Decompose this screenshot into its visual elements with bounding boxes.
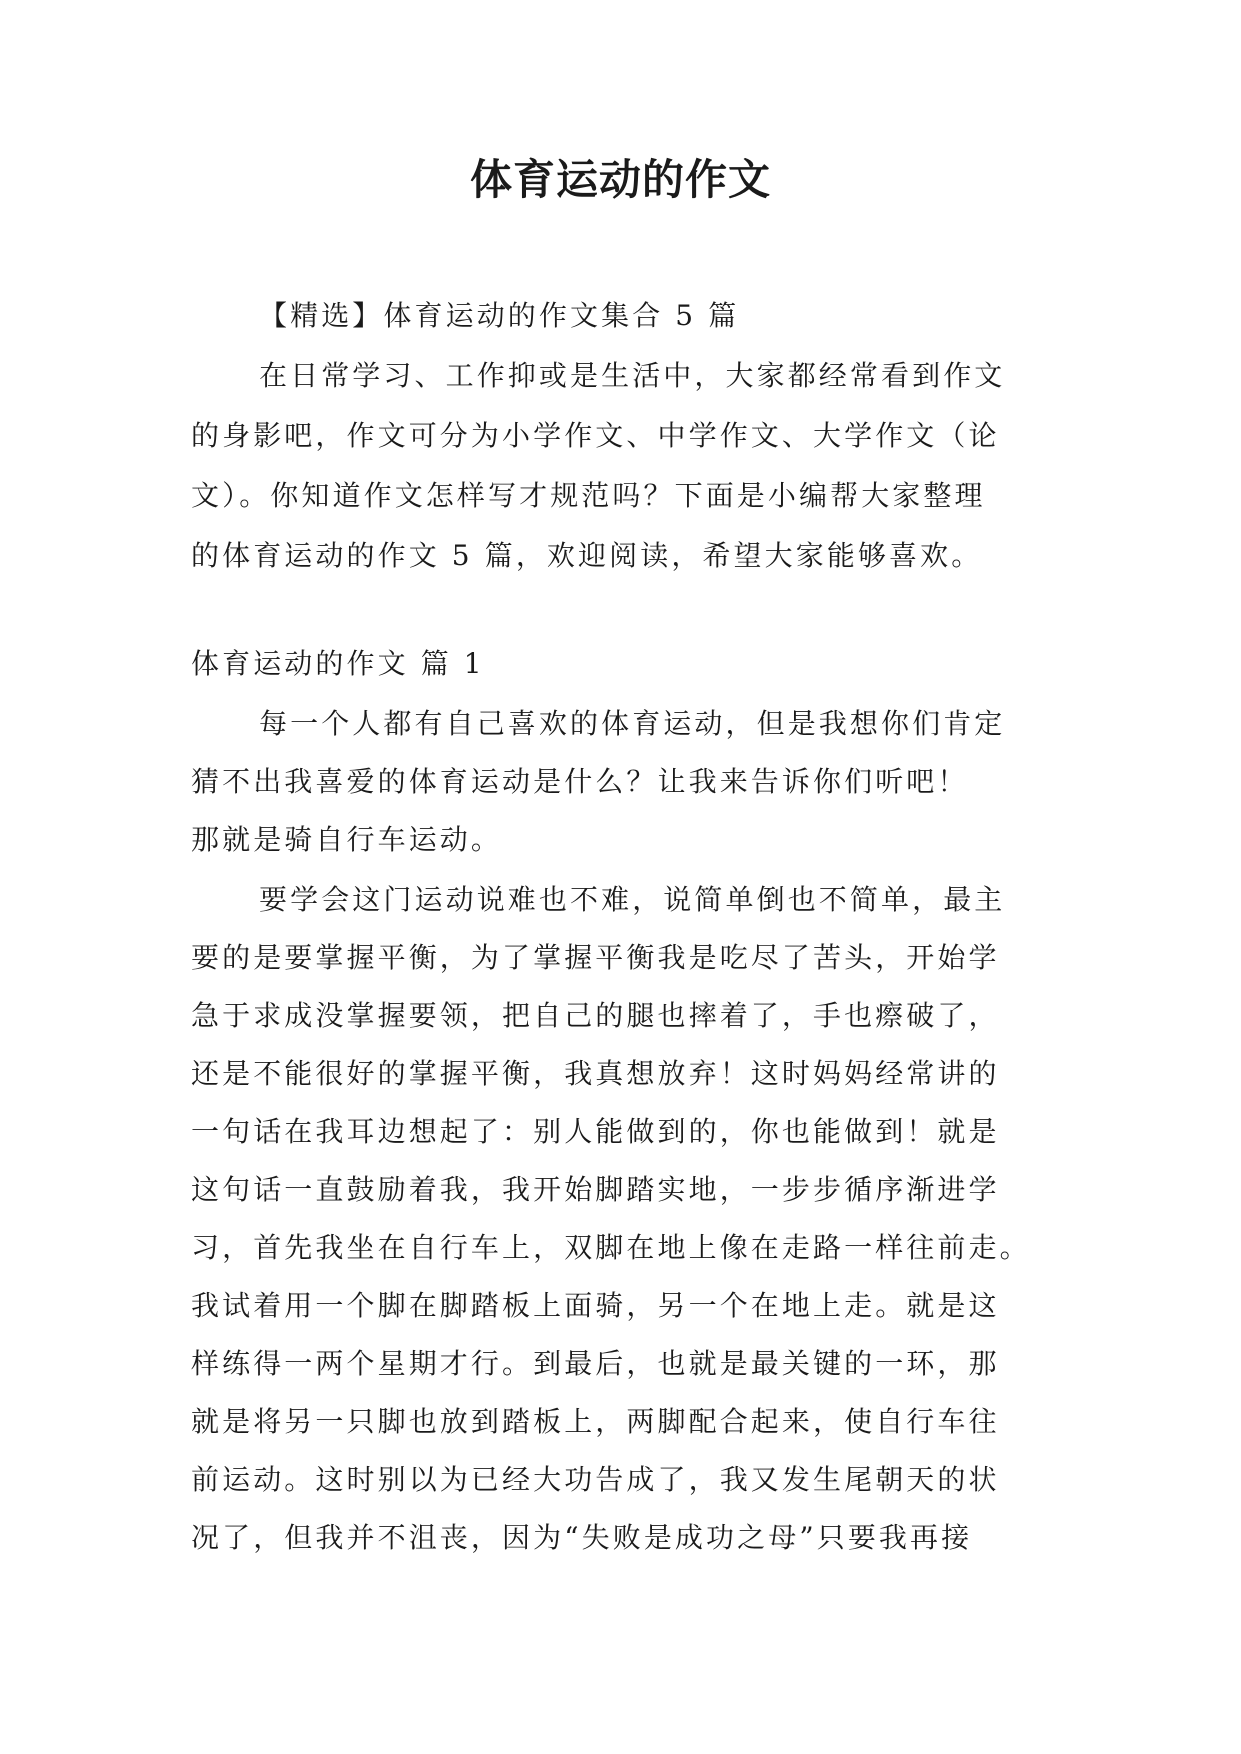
body-line: 急于求成没掌握要领，把自己的腿也摔着了，手也瘵破了， <box>191 999 1000 1032</box>
body-line: 样练得一两个星期才行。到最后，也就是最关键的一环，那 <box>191 1347 1000 1380</box>
body-line: 要的是要掌握平衡，为了掌握平衡我是吃尽了苦头，开始学 <box>191 941 1000 974</box>
intro-line: 在日常学习、工作抑或是生活中，大家都经常看到作文 <box>259 359 1006 392</box>
body-line: 那就是骑自行车运动。 <box>191 823 503 856</box>
body-line: 还是不能很好的掌握平衡，我真想放弃！这时妈妈经常讲的 <box>191 1057 1000 1090</box>
body-line: 习，首先我坐在自行车上，双脚在地上像在走路一样往前走。 <box>191 1231 1031 1264</box>
section-heading: 体育运动的作文 篇 1 <box>191 647 485 680</box>
body-line: 这句话一直鼓励着我，我开始脚踏实地，一步步循序渐进学 <box>191 1173 1000 1206</box>
document-title: 体育运动的作文 <box>469 155 771 204</box>
body-line: 就是将另一只脚也放到踏板上，两脚配合起来，使自行车往 <box>191 1405 1000 1438</box>
body-line: 要学会这门运动说难也不难，说简单倒也不简单，最主 <box>259 883 1006 916</box>
body-line: 况了，但我并不沮丧，因为“失败是成功之母”只要我再接 <box>191 1521 973 1554</box>
body-line: 一句话在我耳边想起了：别人能做到的，你也能做到！就是 <box>191 1115 1000 1148</box>
collection-heading: 【精选】体育运动的作文集合 5 篇 <box>259 299 740 332</box>
body-line: 猜不出我喜爱的体育运动是什么？让我来告诉你们听吧！ <box>191 765 969 798</box>
intro-line: 文）。你知道作文怎样写才规范吗？下面是小编帮大家整理 <box>191 479 986 512</box>
intro-line: 的体育运动的作文 5 篇，欢迎阅读，希望大家能够喜欢。 <box>191 539 983 572</box>
body-line: 每一个人都有自己喜欢的体育运动，但是我想你们肯定 <box>259 707 1006 740</box>
intro-line: 的身影吧，作文可分为小学作文、中学作文、大学作文（论 <box>191 419 1000 452</box>
body-line: 我试着用一个脚在脚踏板上面骑，另一个在地上走。就是这 <box>191 1289 1000 1322</box>
body-line: 前运动。这时别以为已经大功告成了，我又发生尾朝天的状 <box>191 1463 1000 1496</box>
